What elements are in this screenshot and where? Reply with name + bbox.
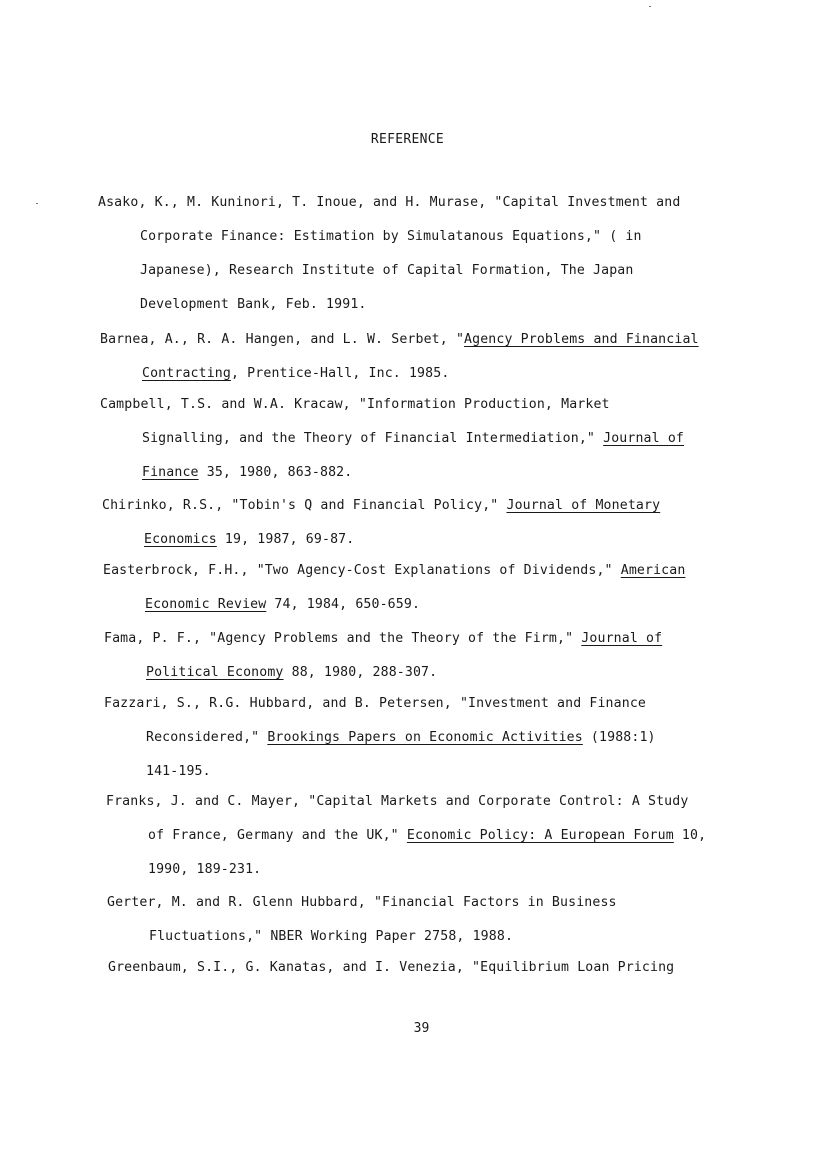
underlined-title: Contracting bbox=[142, 366, 231, 381]
reference-text: 10, bbox=[673, 828, 707, 843]
reference-entry bbox=[103, 561, 685, 629]
reference-text: Easterbrock, F.H., "Two Agency-Cost Explanations of Dividends," bbox=[103, 563, 621, 578]
reference-text: Corporate Finance: Estimation by Simulatanous Equations," ( in bbox=[140, 229, 642, 244]
reference-line bbox=[107, 893, 617, 927]
reference-text: Franks, J. and C. Mayer, "Capital Markets and Corporate Control: A Study bbox=[106, 794, 689, 809]
reference-text: Fama, P. F., "Agency Problems and the Theory of the Firm," bbox=[104, 631, 582, 646]
reference-text: 88, 1980, 288-307. bbox=[283, 665, 438, 680]
underlined-title: Agency Problems and Financial bbox=[464, 332, 699, 347]
underlined-title: American bbox=[620, 563, 686, 578]
page-heading: REFERENCE bbox=[370, 132, 445, 147]
reference-line bbox=[102, 530, 660, 564]
reference-text: Gerter, M. and R. Glenn Hubbard, "Financial Factors in Business bbox=[107, 895, 617, 910]
page-number: 39 bbox=[413, 1021, 430, 1036]
reference-line bbox=[100, 429, 684, 463]
underlined-title: Journal of bbox=[581, 631, 663, 646]
reference-text: 141-195. bbox=[146, 764, 211, 779]
reference-line bbox=[104, 629, 662, 663]
reference-line bbox=[100, 463, 684, 497]
reference-line bbox=[98, 193, 680, 227]
scan-speck bbox=[649, 6, 651, 7]
reference-line bbox=[103, 595, 685, 629]
reference-line bbox=[98, 227, 680, 261]
reference-text: 74, 1984, 650-659. bbox=[266, 597, 421, 612]
reference-line bbox=[104, 728, 656, 762]
reference-line bbox=[104, 663, 662, 697]
reference-entry bbox=[104, 629, 662, 697]
reference-text: Fazzari, S., R.G. Hubbard, and B. Petersen, "Investment and Finance bbox=[104, 696, 646, 711]
underlined-title: Economic Review bbox=[145, 597, 267, 612]
scan-speck bbox=[36, 203, 38, 204]
underlined-title: Economics bbox=[144, 532, 217, 547]
reference-text: Campbell, T.S. and W.A. Kracaw, "Information Production, Market bbox=[100, 397, 610, 412]
reference-entry bbox=[102, 496, 660, 564]
underlined-title: Journal of Monetary bbox=[506, 498, 661, 513]
underlined-title: Journal of bbox=[603, 431, 685, 446]
reference-line bbox=[100, 364, 699, 398]
reference-entry bbox=[108, 958, 674, 992]
reference-line bbox=[104, 762, 656, 796]
reference-line bbox=[106, 792, 706, 826]
reference-text: Development Bank, Feb. 1991. bbox=[140, 297, 367, 312]
reference-text: 19, 1987, 69-87. bbox=[216, 532, 355, 547]
underlined-title: Economic Policy: A European Forum bbox=[406, 828, 674, 843]
reference-text: Chirinko, R.S., "Tobin's Q and Financial Policy," bbox=[102, 498, 507, 513]
reference-entry bbox=[106, 792, 706, 894]
reference-line bbox=[106, 860, 706, 894]
reference-line bbox=[100, 395, 684, 429]
reference-entry bbox=[100, 395, 684, 497]
reference-entry bbox=[104, 694, 656, 796]
reference-text: Japanese), Research Institute of Capital Formation, The Japan bbox=[140, 263, 634, 278]
reference-text: 1990, 189-231. bbox=[148, 862, 262, 877]
reference-text: (1988:1) bbox=[582, 730, 656, 745]
reference-text: Fluctuations," NBER Working Paper 2758, 1988. bbox=[149, 929, 514, 944]
reference-text: Greenbaum, S.I., G. Kanatas, and I. Venezia, "Equilibrium Loan Pricing bbox=[108, 960, 675, 975]
reference-line bbox=[104, 694, 656, 728]
reference-text: Signalling, and the Theory of Financial Intermediation," bbox=[142, 431, 604, 446]
underlined-title: Finance bbox=[142, 465, 199, 480]
reference-line bbox=[103, 561, 685, 595]
reference-text: of France, Germany and the UK," bbox=[148, 828, 407, 843]
reference-line bbox=[108, 958, 674, 992]
reference-line bbox=[98, 295, 680, 329]
reference-text: , Prentice-Hall, Inc. 1985. bbox=[231, 366, 450, 381]
reference-line bbox=[107, 927, 617, 961]
reference-line bbox=[106, 826, 706, 860]
underlined-title: Political Economy bbox=[146, 665, 284, 680]
reference-entry bbox=[98, 193, 680, 329]
reference-entry bbox=[100, 330, 699, 398]
reference-text: 35, 1980, 863-882. bbox=[198, 465, 353, 480]
reference-text: Barnea, A., R. A. Hangen, and L. W. Serbet, " bbox=[100, 332, 465, 347]
reference-text: Asako, K., M. Kuninori, T. Inoue, and H. Murase, "Capital Investment and bbox=[98, 195, 681, 210]
reference-text: Reconsidered," bbox=[146, 730, 268, 745]
reference-line bbox=[102, 496, 660, 530]
reference-entry bbox=[107, 893, 617, 961]
reference-line bbox=[100, 330, 699, 364]
underlined-title: Brookings Papers on Economic Activities bbox=[267, 730, 583, 745]
reference-line bbox=[98, 261, 680, 295]
